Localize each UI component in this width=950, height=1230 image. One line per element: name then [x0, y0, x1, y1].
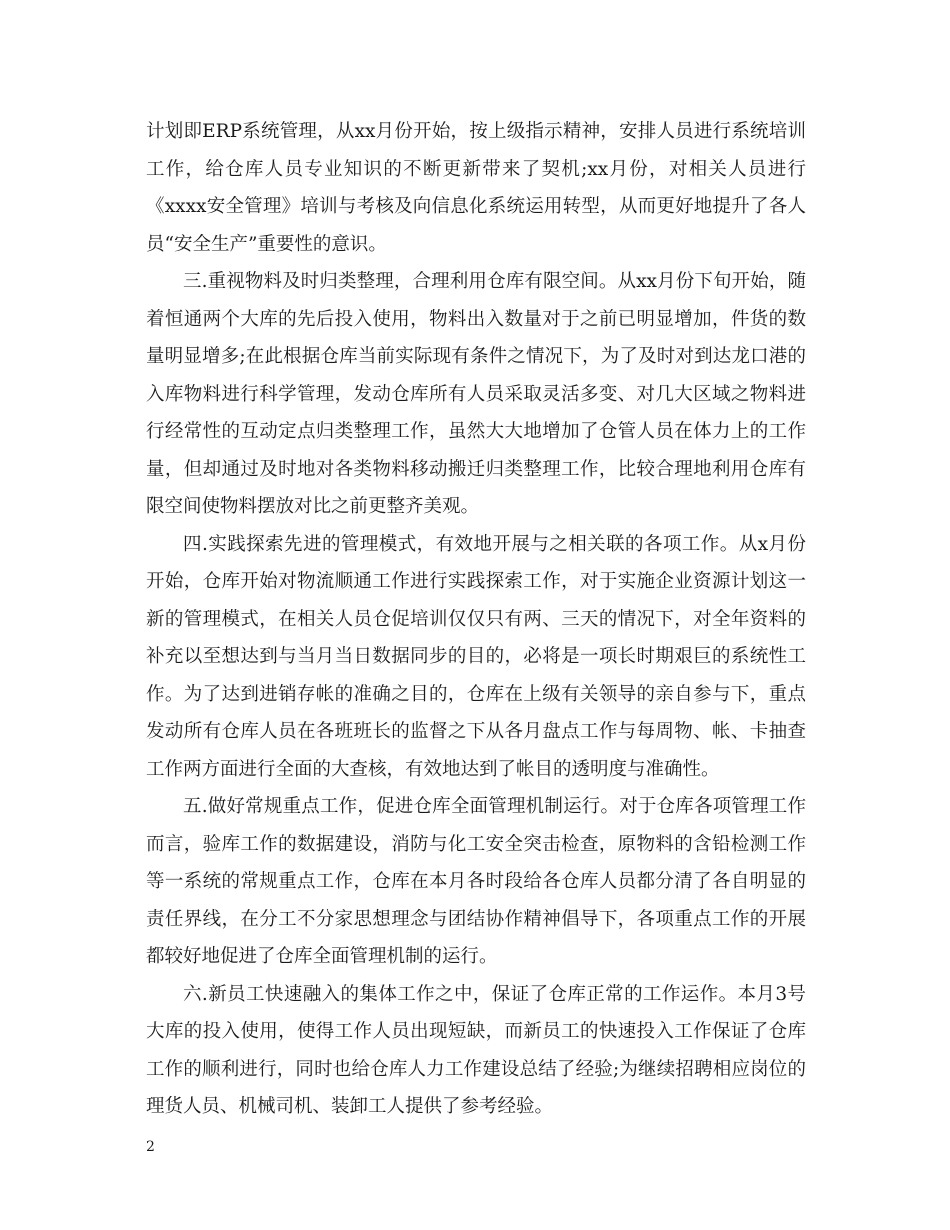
document-body	[146, 113, 806, 1126]
page-number: 2	[146, 1139, 155, 1155]
paragraph-section-five: 五.做好常规重点工作，促进仓库全面管理机制运行。对于仓库各项管理工作而言，验库工作的数据建设，消防与化工安全突击检查，原物料的含铅检测工作等一系统的常规重点工作，仓库在本月各时段给各仓库人员都分清了各自明显的责任界线，在分工不分家思想理念与团结协作精神倡导下，各项重点工作的开展都较好地促进了仓库全面管理机制的运行。	[146, 796, 806, 967]
paragraph-section-four: 四.实践探索先进的管理模式，有效地开展与之相关联的各项工作。从x月份开始，仓库开始对物流顺通工作进行实践探索工作，对于实施企业资源计划这一新的管理模式，在相关人员仓促培训仅仅只有两、三天的情况下，对全年资料的补充以至想达到与当月当日数据同步的目的，必将是一项长时期艰巨的系统性工作。为了达到进销存帐的准确之目的，仓库在上级有关领导的亲自参与下，重点发动所有仓库人员在各班班长的监督之下从各月盘点工作与每周物、帐、卡抽查工作两方面进行全面的大查核，有效地达到了帐目的透明度与准确性。	[146, 533, 806, 780]
paragraph-section-six: 六.新员工快速融入的集体工作之中，保证了仓库正常的工作运作。本月3号大库的投入使用，使得工作人员出现短缺，而新员工的快速投入工作保证了仓库工作的顺利进行，同时也给仓库人力工作建设总结了经验;为继续招聘相应岗位的理货人员、机械司机、装卸工人提供了参考经验。	[146, 983, 806, 1117]
paragraph-erp-training: 计划即ERP系统管理，从xx月份开始，按上级指示精神，安排人员进行系统培训工作，给仓库人员专业知识的不断更新带来了契机;xx月份，对相关人员进行《xxxx安全管理》培训与考核及向信息化系统运用转型，从而更好地提升了各人员“安全生产”重要性的意识。	[146, 121, 806, 255]
paragraph-section-three: 三.重视物料及时归类整理，合理利用仓库有限空间。从xx月份下旬开始，随着恒通两个大库的先后投入使用，物料出入数量对于之前已明显增加，件货的数量明显增多;在此根据仓库当前实际现有条件之情况下，为了及时对到达龙口港的入库物料进行科学管理，发动仓库所有人员采取灵活多变、对几大区域之物料进行经常性的互动定点归类整理工作，虽然大大地增加了仓管人员在体力上的工作量，但却通过及时地对各类物料移动搬迁归类整理工作，比较合理地利用仓库有限空间使物料摆放对比之前更整齐美观。	[146, 271, 806, 517]
